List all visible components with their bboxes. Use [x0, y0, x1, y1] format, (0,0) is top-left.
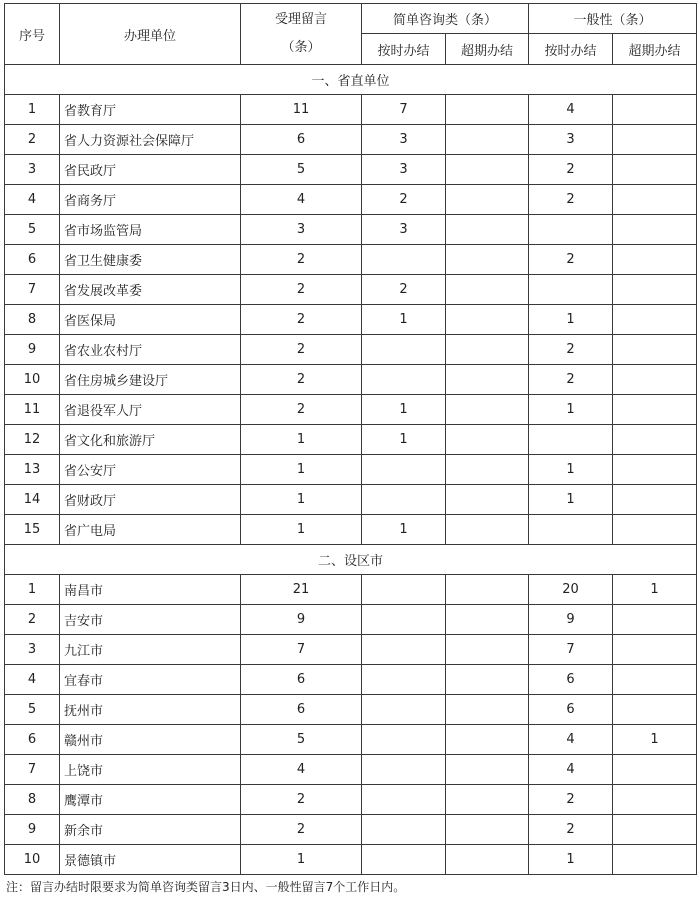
header-general-overdue: 超期办结	[613, 34, 697, 65]
cell-seq: 3	[5, 155, 60, 185]
cell-general-overdue	[613, 275, 697, 305]
cell-seq: 4	[5, 185, 60, 215]
header-received	[241, 4, 362, 65]
cell-unit: 南昌市	[60, 575, 241, 605]
cell-general-overdue	[613, 635, 697, 665]
header-seq: 序号	[5, 4, 60, 65]
cell-general-on-time: 2	[529, 245, 613, 275]
cell-general-on-time: 2	[529, 185, 613, 215]
cell-general-on-time: 4	[529, 725, 613, 755]
cell-simple-overdue	[446, 95, 529, 125]
cell-simple-on-time: 2	[362, 185, 446, 215]
cell-received: 1	[241, 515, 362, 545]
cell-simple-overdue	[446, 485, 529, 515]
cell-simple-on-time: 1	[362, 395, 446, 425]
header-simple-on-time: 按时办结	[362, 34, 446, 65]
cell-general-on-time: 2	[529, 815, 613, 845]
cell-received: 2	[241, 395, 362, 425]
table-row	[5, 125, 697, 155]
header-general-group: 一般性（条）	[529, 4, 697, 34]
cell-simple-on-time	[362, 785, 446, 815]
cell-general-overdue: 1	[613, 575, 697, 605]
cell-seq: 5	[5, 215, 60, 245]
cell-simple-overdue	[446, 185, 529, 215]
cell-received: 1	[241, 845, 362, 875]
cell-general-on-time: 4	[529, 95, 613, 125]
cell-general-on-time: 1	[529, 455, 613, 485]
cell-received: 3	[241, 215, 362, 245]
cell-received: 4	[241, 755, 362, 785]
cell-simple-on-time	[362, 575, 446, 605]
cell-unit: 省退役军人厅	[60, 395, 241, 425]
table-row	[5, 425, 697, 455]
cell-general-on-time	[529, 425, 613, 455]
cell-simple-on-time	[362, 815, 446, 845]
cell-simple-overdue	[446, 815, 529, 845]
cell-general-overdue	[613, 155, 697, 185]
cell-seq: 7	[5, 275, 60, 305]
cell-simple-overdue	[446, 845, 529, 875]
header-unit: 办理单位	[60, 4, 241, 65]
header-row-1	[5, 4, 697, 34]
table-row	[5, 365, 697, 395]
cell-seq: 15	[5, 515, 60, 545]
cell-simple-on-time: 7	[362, 95, 446, 125]
cell-simple-on-time: 1	[362, 515, 446, 545]
cell-received: 6	[241, 125, 362, 155]
cell-general-on-time: 1	[529, 845, 613, 875]
cell-unit: 省市场监管局	[60, 215, 241, 245]
table-row	[5, 395, 697, 425]
cell-simple-overdue	[446, 245, 529, 275]
cell-general-overdue	[613, 485, 697, 515]
cell-simple-overdue	[446, 455, 529, 485]
cell-unit: 九江市	[60, 635, 241, 665]
table-row	[5, 185, 697, 215]
cell-received: 2	[241, 365, 362, 395]
cell-seq: 9	[5, 335, 60, 365]
cell-simple-on-time	[362, 335, 446, 365]
header-simple-group: 简单咨询类（条）	[362, 4, 529, 34]
cell-simple-overdue	[446, 725, 529, 755]
section-title: 一、省直单位	[5, 65, 697, 95]
cell-simple-on-time: 3	[362, 125, 446, 155]
section-title: 二、设区市	[5, 545, 697, 575]
table-row	[5, 725, 697, 755]
cell-general-on-time: 2	[529, 335, 613, 365]
cell-simple-overdue	[446, 365, 529, 395]
cell-simple-on-time	[362, 245, 446, 275]
header-received-line2: （条）	[281, 40, 321, 55]
cell-received: 2	[241, 305, 362, 335]
cell-unit: 省广电局	[60, 515, 241, 545]
cell-received: 4	[241, 185, 362, 215]
cell-unit: 省民政厅	[60, 155, 241, 185]
cell-unit: 鹰潭市	[60, 785, 241, 815]
table-row	[5, 215, 697, 245]
table-row	[5, 95, 697, 125]
cell-unit: 上饶市	[60, 755, 241, 785]
cell-received: 1	[241, 425, 362, 455]
table-row	[5, 635, 697, 665]
cell-seq: 7	[5, 755, 60, 785]
table-row	[5, 305, 697, 335]
cell-general-on-time	[529, 275, 613, 305]
cell-received: 1	[241, 455, 362, 485]
cell-received: 9	[241, 605, 362, 635]
table-row	[5, 785, 697, 815]
cell-seq: 1	[5, 95, 60, 125]
table-row	[5, 335, 697, 365]
cell-general-overdue	[613, 335, 697, 365]
cell-seq: 6	[5, 725, 60, 755]
section-header-row	[5, 65, 697, 95]
cell-seq: 13	[5, 455, 60, 485]
cell-general-overdue	[613, 365, 697, 395]
cell-simple-overdue	[446, 335, 529, 365]
cell-unit: 景德镇市	[60, 845, 241, 875]
cell-received: 11	[241, 95, 362, 125]
cell-seq: 12	[5, 425, 60, 455]
cell-received: 7	[241, 635, 362, 665]
table-row	[5, 155, 697, 185]
cell-unit: 省财政厅	[60, 485, 241, 515]
cell-general-on-time: 3	[529, 125, 613, 155]
cell-simple-overdue	[446, 755, 529, 785]
cell-seq: 3	[5, 635, 60, 665]
cell-general-overdue	[613, 695, 697, 725]
cell-simple-on-time	[362, 635, 446, 665]
table-row	[5, 575, 697, 605]
cell-general-overdue: 1	[613, 725, 697, 755]
cell-seq: 4	[5, 665, 60, 695]
cell-unit: 省卫生健康委	[60, 245, 241, 275]
cell-unit: 吉安市	[60, 605, 241, 635]
cell-received: 2	[241, 785, 362, 815]
table-row	[5, 845, 697, 875]
cell-seq: 1	[5, 575, 60, 605]
cell-simple-overdue	[446, 395, 529, 425]
cell-received: 2	[241, 245, 362, 275]
cell-seq: 10	[5, 365, 60, 395]
cell-received: 1	[241, 485, 362, 515]
cell-general-overdue	[613, 515, 697, 545]
cell-seq: 8	[5, 305, 60, 335]
cell-unit: 省医保局	[60, 305, 241, 335]
cell-general-on-time	[529, 515, 613, 545]
cell-unit: 省农业农村厅	[60, 335, 241, 365]
cell-general-on-time: 4	[529, 755, 613, 785]
cell-general-overdue	[613, 845, 697, 875]
cell-simple-overdue	[446, 785, 529, 815]
cell-unit: 省发展改革委	[60, 275, 241, 305]
cell-general-on-time: 6	[529, 665, 613, 695]
cell-simple-overdue	[446, 125, 529, 155]
table-row	[5, 485, 697, 515]
cell-general-on-time: 7	[529, 635, 613, 665]
cell-general-overdue	[613, 95, 697, 125]
cell-general-on-time: 6	[529, 695, 613, 725]
cell-unit: 省公安厅	[60, 455, 241, 485]
cell-unit: 新余市	[60, 815, 241, 845]
table-row	[5, 665, 697, 695]
cell-general-on-time: 1	[529, 485, 613, 515]
cell-seq: 2	[5, 125, 60, 155]
cell-general-overdue	[613, 455, 697, 485]
cell-seq: 14	[5, 485, 60, 515]
cell-seq: 10	[5, 845, 60, 875]
cell-simple-on-time	[362, 725, 446, 755]
cell-unit: 抚州市	[60, 695, 241, 725]
cell-seq: 8	[5, 785, 60, 815]
cell-seq: 6	[5, 245, 60, 275]
cell-general-overdue	[613, 215, 697, 245]
cell-simple-on-time: 1	[362, 305, 446, 335]
cell-simple-on-time	[362, 845, 446, 875]
cell-received: 2	[241, 275, 362, 305]
cell-unit: 省人力资源社会保障厅	[60, 125, 241, 155]
cell-general-overdue	[613, 125, 697, 155]
cell-received: 5	[241, 725, 362, 755]
cell-general-on-time	[529, 215, 613, 245]
cell-simple-on-time: 1	[362, 425, 446, 455]
cell-simple-overdue	[446, 695, 529, 725]
cell-simple-overdue	[446, 665, 529, 695]
cell-received: 6	[241, 665, 362, 695]
cell-simple-on-time: 3	[362, 215, 446, 245]
cell-received: 21	[241, 575, 362, 605]
cell-unit: 省商务厅	[60, 185, 241, 215]
header-general-on-time: 按时办结	[529, 34, 613, 65]
table-row	[5, 245, 697, 275]
cell-unit: 省教育厅	[60, 95, 241, 125]
cell-simple-overdue	[446, 155, 529, 185]
cell-simple-on-time: 2	[362, 275, 446, 305]
cell-simple-on-time	[362, 455, 446, 485]
cell-general-on-time: 20	[529, 575, 613, 605]
table-row	[5, 815, 697, 845]
cell-general-on-time: 1	[529, 305, 613, 335]
cell-seq: 5	[5, 695, 60, 725]
cell-general-on-time: 2	[529, 365, 613, 395]
cell-simple-overdue	[446, 305, 529, 335]
cell-unit: 省住房城乡建设厅	[60, 365, 241, 395]
cell-general-overdue	[613, 305, 697, 335]
cell-general-overdue	[613, 425, 697, 455]
cell-general-on-time: 2	[529, 785, 613, 815]
cell-general-overdue	[613, 185, 697, 215]
cell-general-overdue	[613, 755, 697, 785]
header-simple-overdue: 超期办结	[446, 34, 529, 65]
header-received-line1: 受理留言	[274, 12, 327, 27]
table-row	[5, 605, 697, 635]
cell-simple-on-time	[362, 365, 446, 395]
cell-general-overdue	[613, 395, 697, 425]
cell-general-overdue	[613, 605, 697, 635]
cell-general-overdue	[613, 815, 697, 845]
cell-seq: 11	[5, 395, 60, 425]
cell-simple-on-time: 3	[362, 155, 446, 185]
cell-general-overdue	[613, 665, 697, 695]
cell-received: 2	[241, 335, 362, 365]
table-row	[5, 275, 697, 305]
cell-simple-overdue	[446, 575, 529, 605]
cell-general-on-time: 1	[529, 395, 613, 425]
footnote: 注：留言办结时限要求为简单咨询类留言3日内、一般性留言7个工作日内。	[6, 880, 406, 894]
table-row	[5, 515, 697, 545]
cell-simple-on-time	[362, 665, 446, 695]
cell-simple-overdue	[446, 425, 529, 455]
cell-simple-overdue	[446, 515, 529, 545]
cell-unit: 宜春市	[60, 665, 241, 695]
cell-simple-on-time	[362, 605, 446, 635]
table-row	[5, 755, 697, 785]
cell-simple-on-time	[362, 695, 446, 725]
cell-general-on-time: 9	[529, 605, 613, 635]
cell-received: 6	[241, 695, 362, 725]
message-handling-table	[4, 3, 697, 875]
cell-simple-overdue	[446, 605, 529, 635]
cell-unit: 省文化和旅游厅	[60, 425, 241, 455]
cell-seq: 2	[5, 605, 60, 635]
cell-unit: 赣州市	[60, 725, 241, 755]
cell-simple-overdue	[446, 275, 529, 305]
cell-general-overdue	[613, 245, 697, 275]
cell-simple-on-time	[362, 755, 446, 785]
cell-simple-overdue	[446, 635, 529, 665]
cell-simple-on-time	[362, 485, 446, 515]
cell-received: 5	[241, 155, 362, 185]
cell-received: 2	[241, 815, 362, 845]
table-row	[5, 455, 697, 485]
cell-general-overdue	[613, 785, 697, 815]
table-row	[5, 695, 697, 725]
cell-simple-overdue	[446, 215, 529, 245]
cell-seq: 9	[5, 815, 60, 845]
cell-general-on-time: 2	[529, 155, 613, 185]
section-header-row	[5, 545, 697, 575]
